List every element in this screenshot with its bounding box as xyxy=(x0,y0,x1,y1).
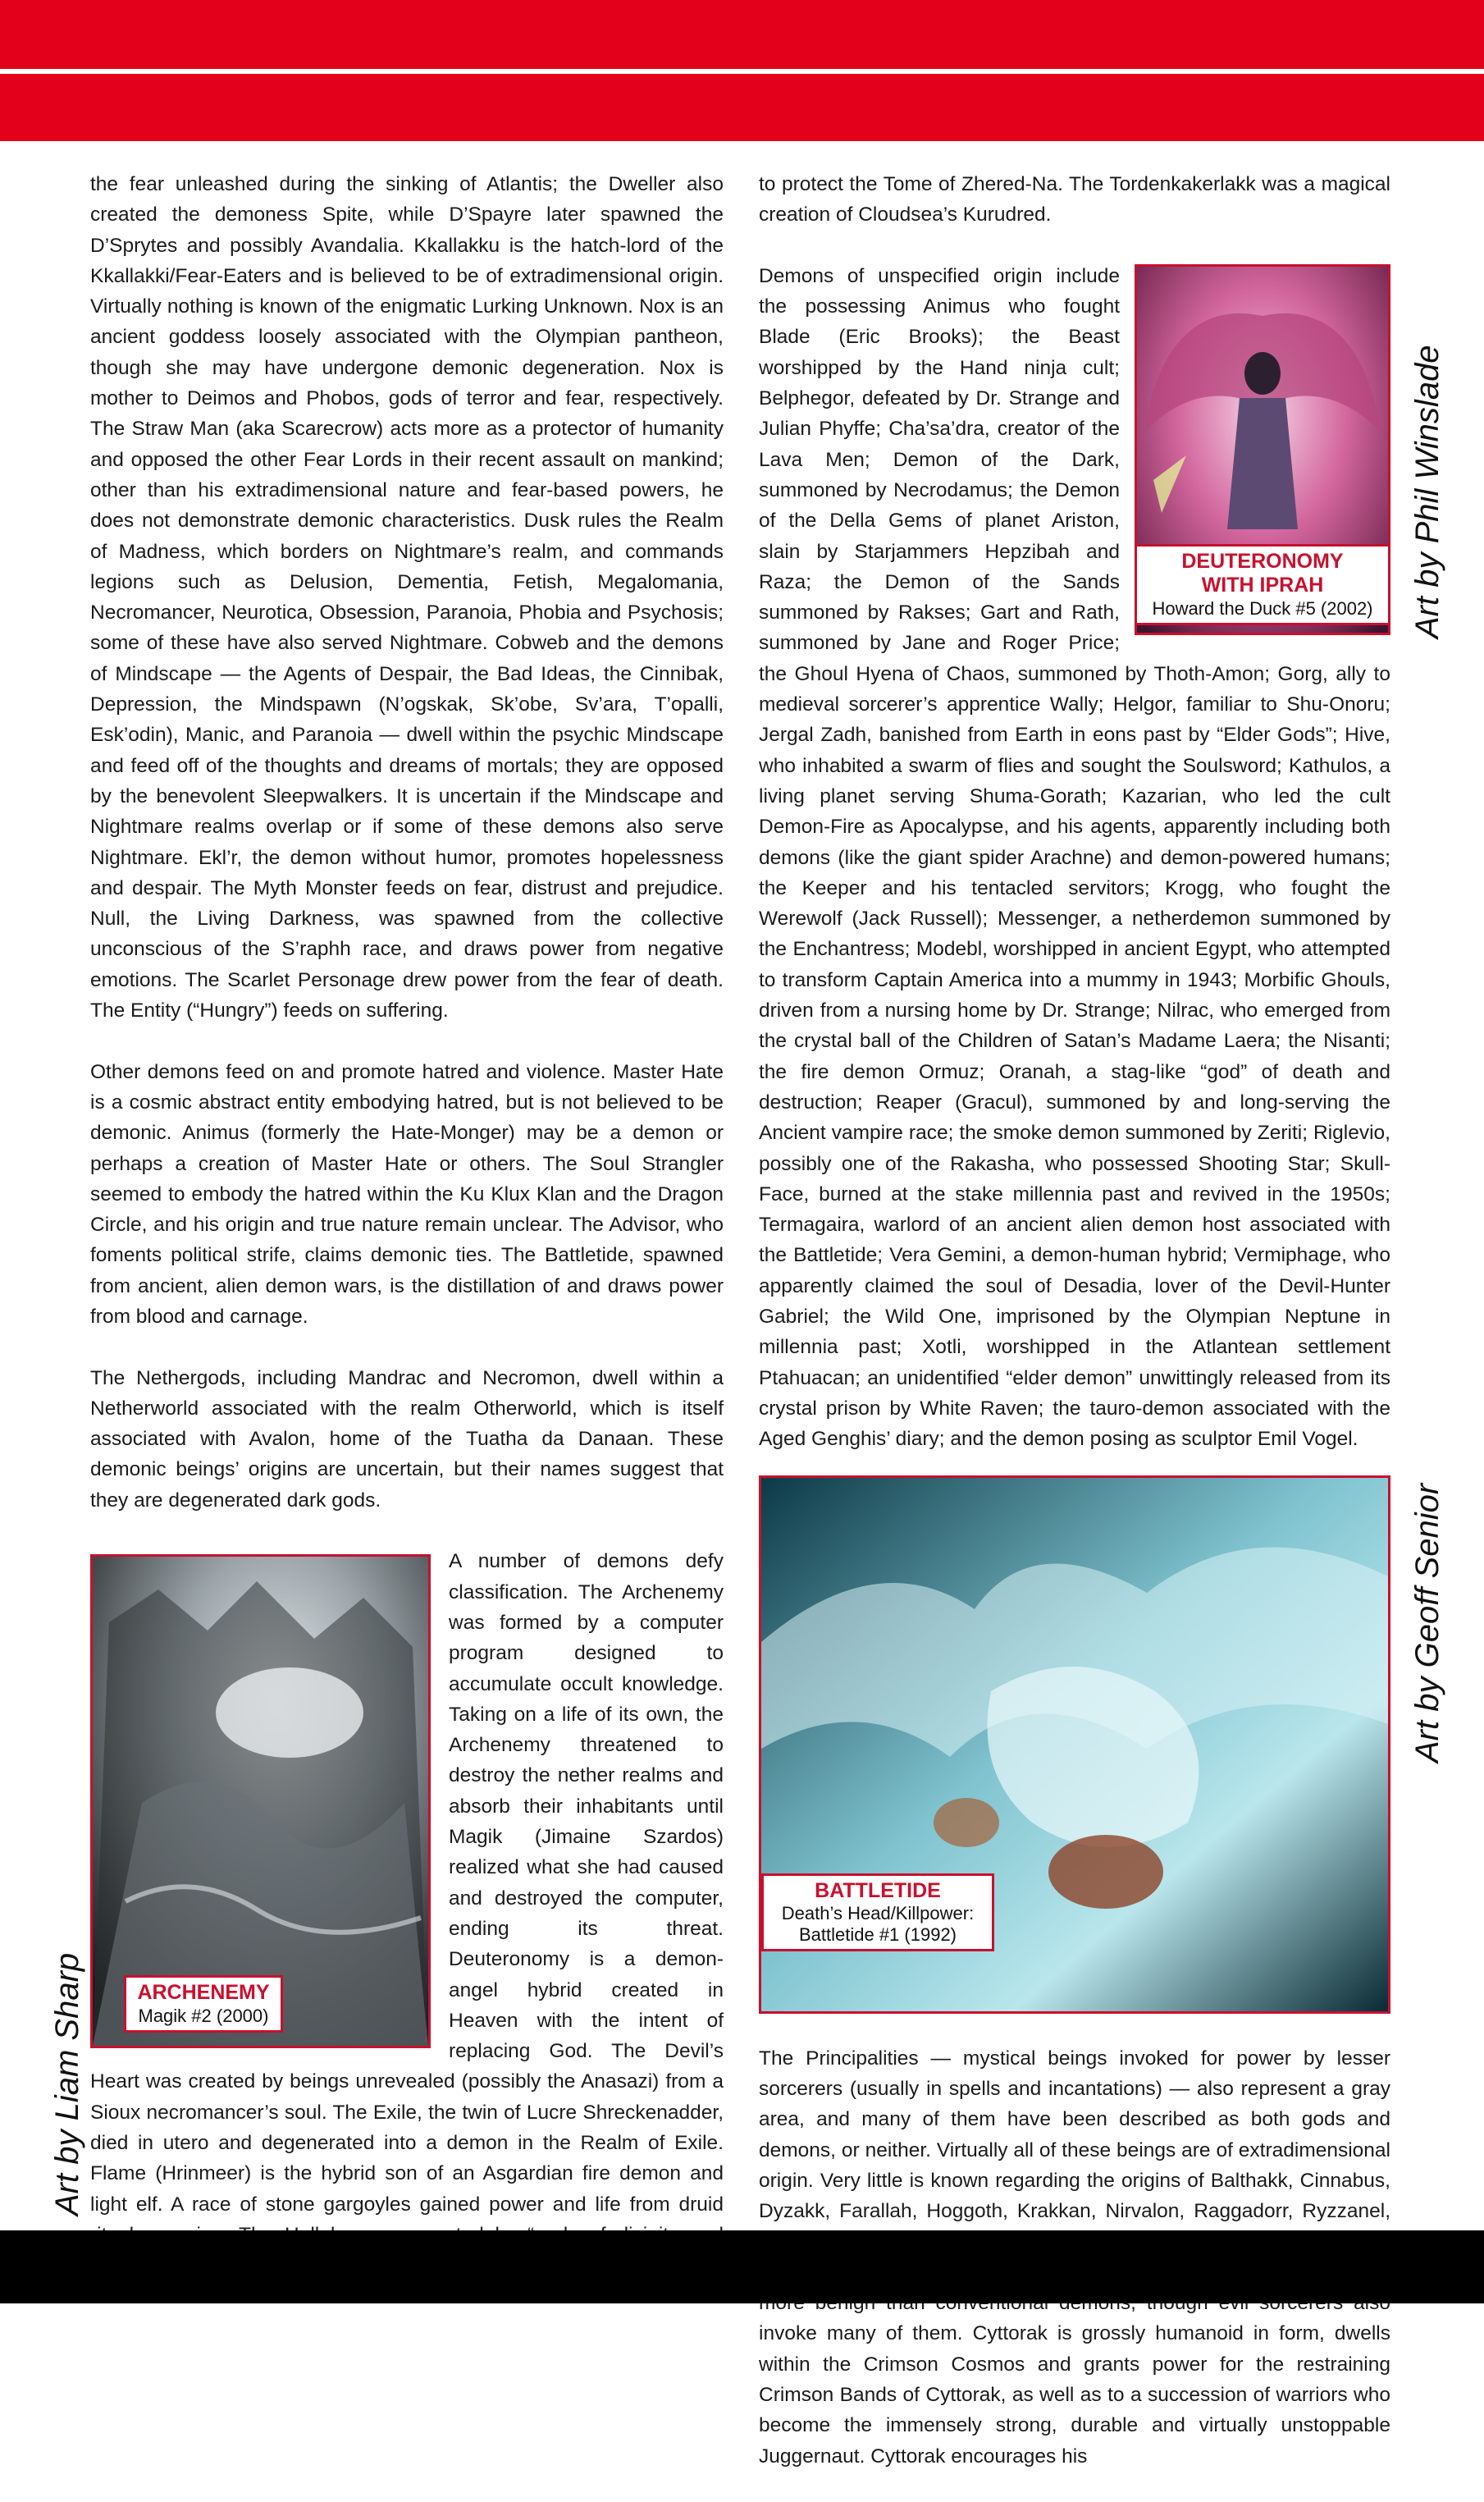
paragraph-unspecified-text: Demons of unspecified origin include the possessing Animus who fought Blade (Eric Brooks); the Beast worshipped by the Hand ninja cult; Belphegor, defeated by Dr. Strange and Julian Phyffe; Cha’sa’dra, creator of the Lava Men; Demon of the Dark, summoned by Necrodamus; the Demon of the Della Gems of planet Ariston, slain by Starjammers Hepzibah and Raza; the Demon of the Sands summoned by Rakses; Gart and Rath, summoned by Jane and Roger Price; the Ghoul Hyena of Chaos, summoned by Thoth-Amon; Gorg, ally to medieval sorcerer’s apprentice Wally; Helgor, familiar to Shu-Onoru; Jergal Zadh, banished from Earth in eons past by “Elder Gods”; Hive, who inhabited a swarm of flies and sought the Soulsword; Kathulos, a living planet serving Shuma-Gorath; Kazarian, who led the cult Demon-Fire as Apocalypse, and his agents, apparently including both demons (like the giant spider Arachne) and demon-powered humans; the Keeper and his tentacled servitors; Krogg, who fought the Werewolf (Jack Russell); Messenger, a netherdemon summoned by the Enchantress; Modebl, worshipped in ancient Egypt, who attempted to transform Captain America into a mummy in 1943; Morbific Ghouls, driven from a nursing home by Dr. Strange; Nilrac, who emerged from the crystal ball of the Children of Satan’s Madame Laera; the Nisanti; the fire demon Ormuz; Oranah, a stag-like “god” of death and destruction; Reaper (Gracul), summoned by and long-serving the Ancient vampire race; the smoke demon summoned by Zeriti; Riglevio, possibly one of the Rakasha, who possessed Shooting Star; Skull-Face, burned at the stake millennia past and revived in the 1950s; Termagaira, warlord of an ancient alien demon host associated with the Battletide; Vera Gemini, a demon-human hybrid; Vermiphage, who apparently claimed the soul of Desadia, lover of the Devil-Hunter Gabriel; the Wild One, imprisoned by the Olympian Neptune in millennia past; Xotli, worshipped in the Atlantean settlement Ptahuacan; an unidentified “elder demon” unwittingly released from its crystal prison by White Raven; the tauro-demon associated with the Aged Genghis’ diary; and the demon posing as sculptor Emil Vogel. xyxy=(759,264,1390,1451)
archenemy-figure xyxy=(90,1554,431,2048)
deuteronomy-caption-title: DEUTERONOMY WITH IPRAH xyxy=(1181,549,1344,597)
paragraph-principalities: The Principalities — mystical beings invoked for power by lesser sorcerers (usually in spells and incantations) — also represent a gray area, and many of them have been described as both gods and demons, or neither. Virtually all of these beings are of extradimensional origin. Very little is known regarding the origins of Balthakk, Cinnabus, Dyzakk, Farallah, Hoggoth, Krakkan, Nirvalon, Raggadorr, Ryzzanel, invoke many of them. Cyttorak is grossly humanoid in form, dwells within the Crimson Cosmos and grants power for the restraining Crimson Bands of Cyttorak, as well as to a succession of warriors who become the immensely strong, durable and virtually unstoppable Juggernaut. Cyttorak encourages his xyxy=(759,2047,1390,2468)
credit-liam-sharp: Art by Liam Sharp xyxy=(49,1952,85,2216)
deuteronomy-caption-issue: Howard the Duck #5 (2002) xyxy=(1152,597,1373,619)
paragraph-unclassified-text: A number of demons defy classification. The Archenemy was formed by a computer program designed to accumulate occult knowledge. Taking on a life of its own, the Archenemy threatened to destroy the nether realms and absorb their inhabitants until Magik (Jimaine Szardos) realized what she had caused and destroyed the computer, ending its threat. Deuteronomy is a demon-angel hybrid created in Heaven with the intent of replacing God. The Devil’s Heart was created by beings unrevealed (possibly the Anasazi) from a Sioux necromancer’s soul. The Exile, the twin of Lucre Shreckenadder, died in utero and degenerated into a demon in the Realm of Exile. Flame (Hrinmeer) is the hybrid son of an Asgardian fire demon and light elf. A race of stone gargoyles gained power and life from druid xyxy=(90,1550,724,2216)
deuteronomy-caption xyxy=(1135,544,1390,625)
battletide-caption xyxy=(761,1873,994,1951)
paragraph-hatred-demons: Other demons feed on and promote hatred and violence. Master Hate is a cosmic abstract entity embodying hatred, but is not believed to be demonic. Animus (formerly the Hate-Monger) may be a demon or perhaps a creation of Master Hate or others. The Soul Strangler seemed to embody the hatred within the Ku Klux Klan and the Dragon Circle, and his origin and true nature remain unclear. The Advisor, who foments political strife, claims demonic ties. The Battletide, spawned from ancient, alien demon wars, is the distillation of and draws power from blood and carnage. xyxy=(90,1060,724,1328)
header-stripe xyxy=(0,69,1484,74)
battletide-caption-title: BATTLETIDE xyxy=(815,1878,941,1902)
paragraph-nethergods: The Nethergods, including Mandrac and Necromon, dwell within a Netherworld associated with the realm Otherworld, which is itself associated with Avalon, home of the Tuatha da Danaan. These demonic beings’ origins are uncertain, but their names suggest that they are degenerated dark gods. xyxy=(90,1366,724,1512)
paragraph-tome: to protect the Tome of Zhered-Na. The Tordenkakerlakk was a magical creation of Cloudsea’s Kurudred. xyxy=(759,173,1390,226)
left-column xyxy=(90,169,724,2312)
header-bar xyxy=(0,0,1484,141)
footer-bar xyxy=(0,2230,1484,2303)
archenemy-caption-title: ARCHENEMY xyxy=(137,1981,270,2005)
archenemy-artwork xyxy=(93,1557,428,2046)
archenemy-caption xyxy=(124,1975,283,2032)
right-column xyxy=(759,169,1390,2502)
credit-phil-winslade: Art by Phil Winslade xyxy=(1409,345,1445,638)
paragraph-unclassified-demons xyxy=(90,1546,724,2280)
paragraph-unspecified-origin xyxy=(759,261,1390,1455)
battletide-caption-issue: Death’s Head/Killpower: Battletide #1 (1992) xyxy=(781,1903,975,1946)
paragraph-fear-lords: the fear unleashed during the sinking of Atlantis; the Dweller also created the demoness Spite, while D’Spayre later spawned the D’Sprytes and possibly Avandalia. Kkallakku is the hatch-lord of the Kkallakki/Fear-Eaters and is believed to be of extradimensional origin. Virtually nothing is known of the enigmatic Lurking Unknown. Nox is an ancient goddess loosely associated with the Olympian pantheon, though she may have undergone demonic degeneration. Nox is mother to Deimos and Phobos, gods of terror and fear, respectively. The Straw Man (aka Scarecrow) acts more as a protector of humanity and opposed the other Fear Lords in their recent assault on mankind; other than his extradimensional nature and fear-based powers, he does not demonstrate demonic characteristics. Dusk rules the Realm of Madness, which borders on Nightmare’s realm, and commands legions such as Delusion, Dementia, Fetish, Megalomania, Necromancer, Neurotica, Obsession, Paranoia, Phobia and Psychosis; some of these have also served Nightmare. Cobweb and the demons of Mindscape — the Agents of Despair, the Bad Ideas, the Cinnibak, Depression, the Mindspawn (N’ogskak, Sk’obe, Sv’ara, T’opalli, Esk’odin), Manic, and Paranoia — dwell within the psychic Mindscape and feed off of the thoughts and dreams of mortals; they are opposed by the benevolent Sleepwalkers. It is uncertain if the Mindscape and Nightmare realms overlap or if some of these demons also serve Nightmare. Ekl’r, the demon without humor, promotes hopelessness and despair. The Myth Monster feeds on fear, distrust and prejudice. Null, the Living Darkness, was spawned from the collective unconscious of the S’raphh race, and draws power from negative emotions. The Scarlet Personage drew power from the fear of death. The Entity (“Hungry”) feeds on suffering. xyxy=(90,173,724,1022)
battletide-figure xyxy=(759,1475,1390,2014)
deuteronomy-figure xyxy=(1135,264,1390,635)
credit-geoff-senior: Art by Geoff Senior xyxy=(1409,1483,1445,1763)
archenemy-caption-issue: Magik #2 (2000) xyxy=(138,2005,269,2026)
